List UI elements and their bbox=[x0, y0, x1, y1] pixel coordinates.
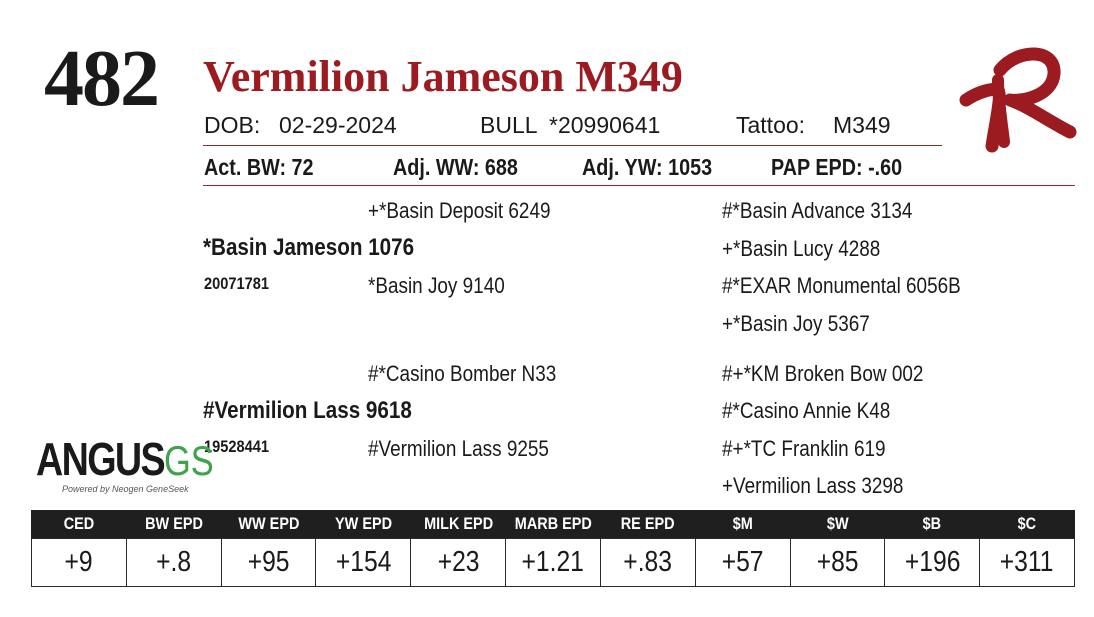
dam-sire-sire: #+*KM Broken Bow 002 bbox=[722, 361, 924, 386]
tattoo-value: M349 bbox=[833, 112, 891, 138]
epd-header: $M bbox=[695, 510, 790, 539]
sex-label: BULL bbox=[480, 112, 538, 138]
gs-wordmark: GS bbox=[164, 437, 214, 484]
sire-registration: 20071781 bbox=[204, 274, 270, 293]
ranch-brand-logo bbox=[958, 40, 1078, 158]
epd-header-row bbox=[32, 510, 1075, 539]
dam-sire: #*Casino Bomber N33 bbox=[368, 361, 557, 386]
sire-name: *Basin Jameson 1076 bbox=[203, 234, 415, 261]
epd-value: +23 bbox=[411, 539, 506, 587]
info-divider-1 bbox=[203, 145, 942, 146]
dam-dam-sire: #+*TC Franklin 619 bbox=[722, 436, 886, 461]
pap-epd: PAP EPD: -.60 bbox=[771, 154, 903, 180]
dob-value: 02-29-2024 bbox=[279, 112, 397, 138]
sire-sire-sire: #*Basin Advance 3134 bbox=[722, 198, 913, 223]
epd-value: +.83 bbox=[600, 539, 695, 587]
epd-table bbox=[31, 510, 1075, 587]
epd-value: +85 bbox=[790, 539, 885, 587]
epd-header: $C bbox=[980, 510, 1075, 539]
epd-header: RE EPD bbox=[600, 510, 695, 539]
epd-value: +95 bbox=[221, 539, 316, 587]
sire-dam-sire: #*EXAR Monumental 6056B bbox=[722, 273, 961, 298]
registration-number: *20990641 bbox=[549, 112, 661, 138]
sire-sire: +*Basin Deposit 6249 bbox=[368, 198, 551, 223]
dam-dam: #Vermilion Lass 9255 bbox=[368, 436, 549, 461]
adjusted-weaning-weight: Adj. WW: 688 bbox=[393, 154, 518, 180]
dam-registration: 19528441 bbox=[204, 437, 270, 456]
epd-header: BW EPD bbox=[126, 510, 221, 539]
dam-sire-dam: #*Casino Annie K48 bbox=[722, 398, 891, 423]
epd-header: WW EPD bbox=[221, 510, 316, 539]
epd-header: $W bbox=[790, 510, 885, 539]
tattoo-label: Tattoo: bbox=[736, 112, 806, 138]
epd-value: +57 bbox=[695, 539, 790, 587]
sire-sire-dam: +*Basin Lucy 4288 bbox=[722, 236, 881, 261]
epd-value: +196 bbox=[885, 539, 980, 587]
epd-header: CED bbox=[32, 510, 127, 539]
lot-number: 482 bbox=[44, 35, 158, 123]
animal-name: Vermilion Jameson M349 bbox=[203, 52, 683, 101]
epd-header: $B bbox=[885, 510, 980, 539]
sire-dam: *Basin Joy 9140 bbox=[368, 273, 505, 298]
actual-birth-weight: Act. BW: 72 bbox=[204, 154, 314, 180]
epd-header: MILK EPD bbox=[411, 510, 506, 539]
sire-dam-dam: +*Basin Joy 5367 bbox=[722, 311, 870, 336]
angus-wordmark: ANGUS bbox=[36, 433, 165, 485]
adjusted-yearling-weight: Adj. YW: 1053 bbox=[582, 154, 713, 180]
epd-value: +1.21 bbox=[506, 539, 601, 587]
info-divider-2 bbox=[203, 185, 1075, 186]
dam-dam-dam: +Vermilion Lass 3298 bbox=[722, 473, 904, 498]
epd-value: +9 bbox=[32, 539, 127, 587]
epd-header: YW EPD bbox=[316, 510, 411, 539]
dob-label: DOB: bbox=[204, 112, 261, 138]
epd-header: MARB EPD bbox=[506, 510, 601, 539]
angus-gs-logo bbox=[36, 433, 214, 498]
angus-tagline: Powered by Neogen GeneSeek bbox=[62, 484, 189, 494]
epd-value-row bbox=[32, 539, 1075, 587]
epd-value: +.8 bbox=[126, 539, 221, 587]
epd-value: +154 bbox=[316, 539, 411, 587]
epd-value: +311 bbox=[980, 539, 1075, 587]
dam-name: #Vermilion Lass 9618 bbox=[203, 397, 412, 424]
